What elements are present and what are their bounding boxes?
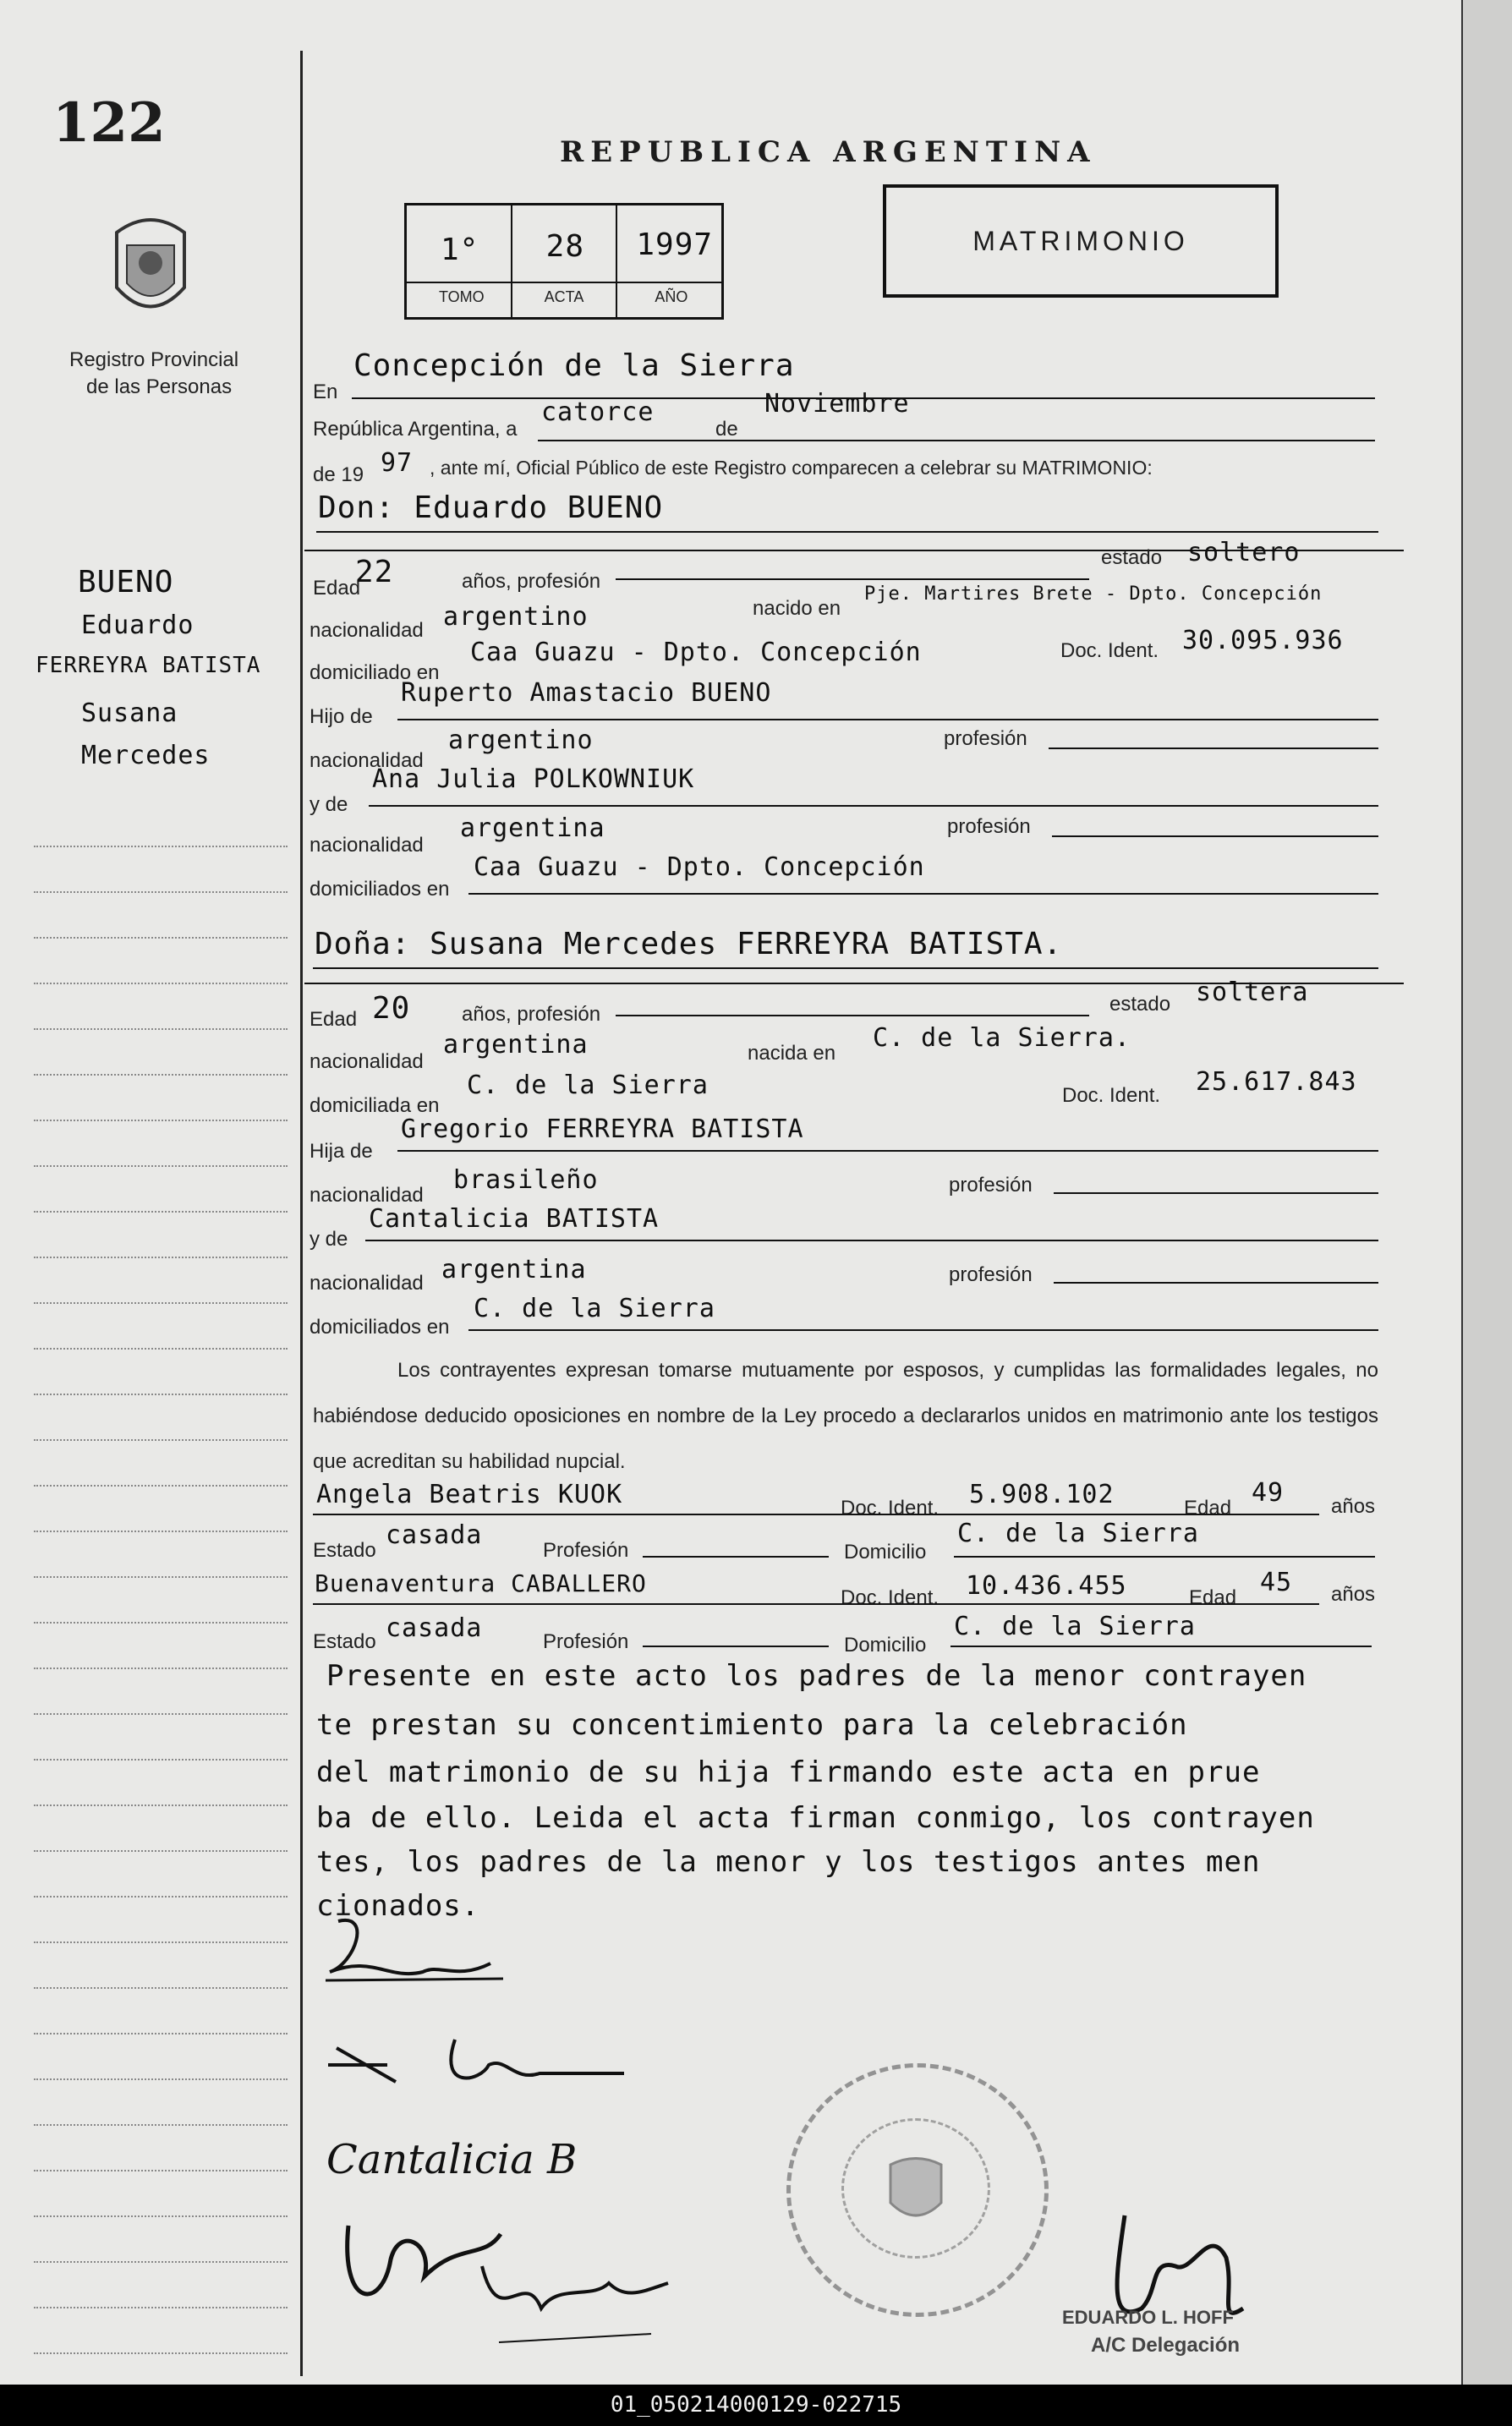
- bride-doc: 25.617.843: [1196, 1067, 1357, 1097]
- margin-dotted-line: [34, 1120, 288, 1121]
- bride-nacida-label: nacida en: [748, 1042, 836, 1065]
- bride-madre-nac-label: nacionalidad: [310, 1272, 424, 1295]
- signature-cantalicia: Cantalicia B: [326, 2136, 578, 2183]
- groom-hijo-label: Hijo de: [310, 705, 373, 728]
- registry-stamp: [786, 2063, 1049, 2317]
- groom-doms-label: domiciliados en: [310, 878, 450, 901]
- margin-dotted-line: [34, 1028, 288, 1030]
- groom-nac: argentino: [443, 602, 589, 632]
- margin-dotted-line: [34, 1165, 288, 1167]
- bride-nac: argentina: [443, 1030, 589, 1060]
- witness-2-dom-label: Domicilio: [844, 1634, 927, 1657]
- bride-nac-label: nacionalidad: [310, 1050, 424, 1073]
- margin-dotted-line: [34, 2307, 288, 2308]
- groom-padre-nac: argentino: [448, 726, 594, 755]
- record-type-box: [883, 184, 1279, 298]
- witness-2-anos-label: años: [1331, 1583, 1376, 1606]
- margin-dotted-line: [34, 1074, 288, 1076]
- official-role: A/C Delegación: [1091, 2334, 1241, 2357]
- bride-estado: soltera: [1196, 978, 1309, 1007]
- tomo-label: TOMO: [439, 288, 485, 305]
- tomo-cell: [407, 205, 512, 317]
- place-value: Concepción de la Sierra: [353, 348, 795, 383]
- groom-domicilio: Caa Guazu - Dpto. Concepción: [470, 638, 922, 667]
- margin-dotted-line: [34, 1896, 288, 1898]
- margin-name-bride-1: Susana: [81, 698, 178, 728]
- witness-1-edad: 49: [1252, 1478, 1285, 1508]
- witness-1-doc: 5.908.102: [969, 1480, 1115, 1509]
- margin-dotted-line: [34, 2170, 288, 2171]
- registry-label-2: de las Personas: [86, 375, 233, 398]
- notes-line-6: cionados.: [316, 1889, 480, 1923]
- groom-dom-label: domiciliado en: [310, 661, 440, 684]
- margin-dotted-line: [34, 1257, 288, 1258]
- margin-dotted-line: [34, 983, 288, 984]
- bride-madre: Cantalicia BATISTA: [369, 1204, 660, 1234]
- groom-doc: 30.095.936: [1182, 626, 1344, 655]
- margin-dotted-line: [34, 1804, 288, 1806]
- margin-dotted-line: [34, 1850, 288, 1852]
- intro-text: , ante mí, Oficial Público de este Registro comparecen a celebrar su MATRIMONIO:: [430, 457, 1153, 479]
- bride-dom-label: domiciliada en: [310, 1094, 440, 1117]
- notes-line-5: tes, los padres de la menor y los testigos antes men: [316, 1845, 1261, 1879]
- margin-dotted-line: [34, 2215, 288, 2217]
- groom-y-de-label: y de: [310, 793, 348, 816]
- tomo-acta-box: [404, 203, 724, 320]
- witness-1-estado-label: Estado: [313, 1539, 376, 1562]
- groom-padre-nac-label: nacionalidad: [310, 749, 424, 772]
- de-label: de: [715, 418, 738, 441]
- notes-line-4: ba de ello. Leida el acta firman conmigo, los contrayen: [316, 1801, 1315, 1835]
- groom-edad: 22: [355, 555, 394, 589]
- record-type-label: MATRIMONIO: [972, 226, 1189, 256]
- margin-dotted-line: [34, 937, 288, 939]
- margin-rule: [300, 51, 303, 2376]
- en-label: En: [313, 381, 338, 403]
- groom-doc-label: Doc. Ident.: [1060, 639, 1159, 662]
- notes-line-2: te prestan su concentimiento para la celebración: [316, 1708, 1188, 1742]
- margin-dotted-line: [34, 1576, 288, 1578]
- margin-dotted-line: [34, 891, 288, 893]
- groom-estado-label: estado: [1101, 546, 1163, 569]
- margin-dotted-line: [34, 2124, 288, 2126]
- bride-padre-nac-label: nacionalidad: [310, 1184, 424, 1207]
- margin-dotted-line: [34, 846, 288, 847]
- adjacent-page-edge: [1461, 0, 1512, 2385]
- margin-dotted-line: [34, 1439, 288, 1441]
- margin-dotted-line: [34, 1394, 288, 1395]
- groom-prof2-label: profesión: [947, 815, 1031, 838]
- witness-1-anos-label: años: [1331, 1495, 1376, 1518]
- margin-surname-bride: FERREYRA BATISTA: [36, 653, 261, 678]
- witness-2-estado: casada: [386, 1613, 483, 1643]
- groom-nacido: Pje. Martires Brete - Dpto. Concepción: [864, 583, 1323, 605]
- groom-anos-label: años, profesión: [462, 570, 601, 593]
- ano-cell: [617, 205, 721, 317]
- page-number: 122: [52, 91, 166, 155]
- witness-2-domicilio: C. de la Sierra: [954, 1612, 1196, 1641]
- groom-estado: soltero: [1187, 538, 1301, 567]
- groom-madre: Ana Julia POLKOWNIUK: [372, 764, 695, 794]
- witness-1-domicilio: C. de la Sierra: [957, 1519, 1199, 1548]
- bride-padres-dom: C. de la Sierra: [474, 1294, 715, 1323]
- bride-y-de-label: y de: [310, 1228, 348, 1251]
- ano-label: AÑO: [655, 288, 688, 305]
- witness-1-doc-label: Doc. Ident.: [841, 1497, 940, 1520]
- bride-estado-label: estado: [1109, 993, 1171, 1016]
- bride-edad-label: Edad: [310, 1008, 358, 1031]
- bride-doc-label: Doc. Ident.: [1062, 1084, 1161, 1107]
- year-suffix: 97: [381, 448, 414, 478]
- registry-label-1: Registro Provincial: [69, 348, 239, 371]
- witness-1-prof-label: Profesión: [543, 1539, 629, 1562]
- margin-dotted-line: [34, 1941, 288, 1943]
- bride-heading: Doña: Susana Mercedes FERREYRA BATISTA.: [315, 927, 1063, 961]
- bride-prof-label: profesión: [949, 1174, 1033, 1197]
- tomo-value: 1°: [441, 233, 479, 267]
- margin-dotted-line: [34, 1531, 288, 1532]
- witness-2-edad-label: Edad: [1189, 1586, 1237, 1609]
- groom-padres-dom: Caa Guazu - Dpto. Concepción: [474, 852, 925, 882]
- groom-padre: Ruperto Amastacio BUENO: [401, 678, 772, 708]
- groom-edad-label: Edad: [313, 577, 361, 600]
- witness-1-dom-label: Domicilio: [844, 1541, 927, 1563]
- declaration-text: Los contrayentes expresan tomarse mutuamente por esposos, y cumplidas las formalidades legales, no habiéndose deducido oposiciones en nombre de la Ley procedo a declararlos unidos en matrimonio ante los testigos que acreditan su habilidad nupcial.: [313, 1359, 1378, 1473]
- groom-prof-label: profesión: [944, 727, 1027, 750]
- margin-dotted-line: [34, 1713, 288, 1715]
- signature-2: [320, 2031, 641, 2099]
- bride-edad: 20: [372, 991, 411, 1026]
- bride-anos-label: años, profesión: [462, 1003, 601, 1026]
- margin-dotted-line: [34, 1759, 288, 1761]
- month-value: Noviembre: [764, 389, 910, 419]
- country-title: REPUBLICA ARGENTINA: [560, 135, 1097, 169]
- margin-dotted-line: [34, 2033, 288, 2034]
- acta-cell: [512, 205, 618, 317]
- margin-dotted-line: [34, 1987, 288, 1989]
- republic-label: República Argentina, a: [313, 418, 518, 441]
- margin-dotted-line: [34, 1302, 288, 1304]
- notes-line-1: Presente en este acto los padres de la menor contrayen: [326, 1659, 1307, 1693]
- margin-dotted-line: [34, 2078, 288, 2080]
- official-name: EDUARDO L. HOFF: [1062, 2307, 1234, 2328]
- margin-dotted-line: [34, 1485, 288, 1487]
- bride-hija-label: Hija de: [310, 1140, 373, 1163]
- bride-madre-nac: argentina: [441, 1255, 587, 1284]
- year-prefix: de 19: [313, 463, 364, 486]
- margin-name-bride-2: Mercedes: [81, 741, 211, 770]
- signature-1: [321, 1913, 516, 2006]
- witness-1-estado: casada: [386, 1520, 483, 1550]
- margin-dotted-line: [34, 1622, 288, 1624]
- margin-name-groom: Eduardo: [81, 611, 194, 640]
- day-value: catorce: [541, 397, 655, 427]
- groom-nacido-label: nacido en: [753, 597, 841, 620]
- groom-madre-nac: argentina: [460, 813, 605, 843]
- stamp-seal-icon: [882, 2152, 950, 2228]
- groom-nac-label: nacionalidad: [310, 619, 424, 642]
- witness-2-edad: 45: [1260, 1568, 1293, 1597]
- witness-1-name: Angela Beatris KUOK: [316, 1480, 623, 1509]
- witness-2-doc-label: Doc. Ident.: [841, 1586, 940, 1609]
- margin-surname-groom: BUENO: [78, 565, 174, 600]
- bride-doms-label: domiciliados en: [310, 1316, 450, 1339]
- witness-1-edad-label: Edad: [1184, 1497, 1232, 1520]
- witness-2-prof-label: Profesión: [543, 1630, 629, 1653]
- margin-dotted-line: [34, 1668, 288, 1669]
- margin-dotted-line: [34, 2261, 288, 2263]
- margin-dotted-line: [34, 1348, 288, 1350]
- bride-padre: Gregorio FERREYRA BATISTA: [401, 1114, 804, 1144]
- bride-padre-nac: brasileño: [453, 1165, 599, 1195]
- acta-label: ACTA: [544, 288, 584, 305]
- witness-2-estado-label: Estado: [313, 1630, 376, 1653]
- groom-heading: Don: Eduardo BUENO: [318, 490, 664, 525]
- margin-dotted-line: [34, 2352, 288, 2354]
- provincial-seal-icon: [108, 207, 193, 326]
- footer-caption: 01_050214000129-022715: [0, 2385, 1512, 2426]
- acta-value: 28: [545, 229, 585, 264]
- ano-value: 1997: [636, 227, 714, 262]
- witness-2-name: Buenaventura CABALLERO: [315, 1569, 647, 1597]
- bride-domicilio: C. de la Sierra: [467, 1071, 709, 1100]
- groom-madre-nac-label: nacionalidad: [310, 834, 424, 857]
- notes-line-3: del matrimonio de su hija firmando este acta en prue: [316, 1755, 1261, 1789]
- margin-dotted-line: [34, 1211, 288, 1213]
- bride-nacida: C. de la Sierra.: [873, 1023, 1131, 1053]
- witness-2-doc: 10.436.455: [966, 1571, 1127, 1601]
- bride-prof2-label: profesión: [949, 1263, 1033, 1286]
- signature-4: [474, 2249, 677, 2351]
